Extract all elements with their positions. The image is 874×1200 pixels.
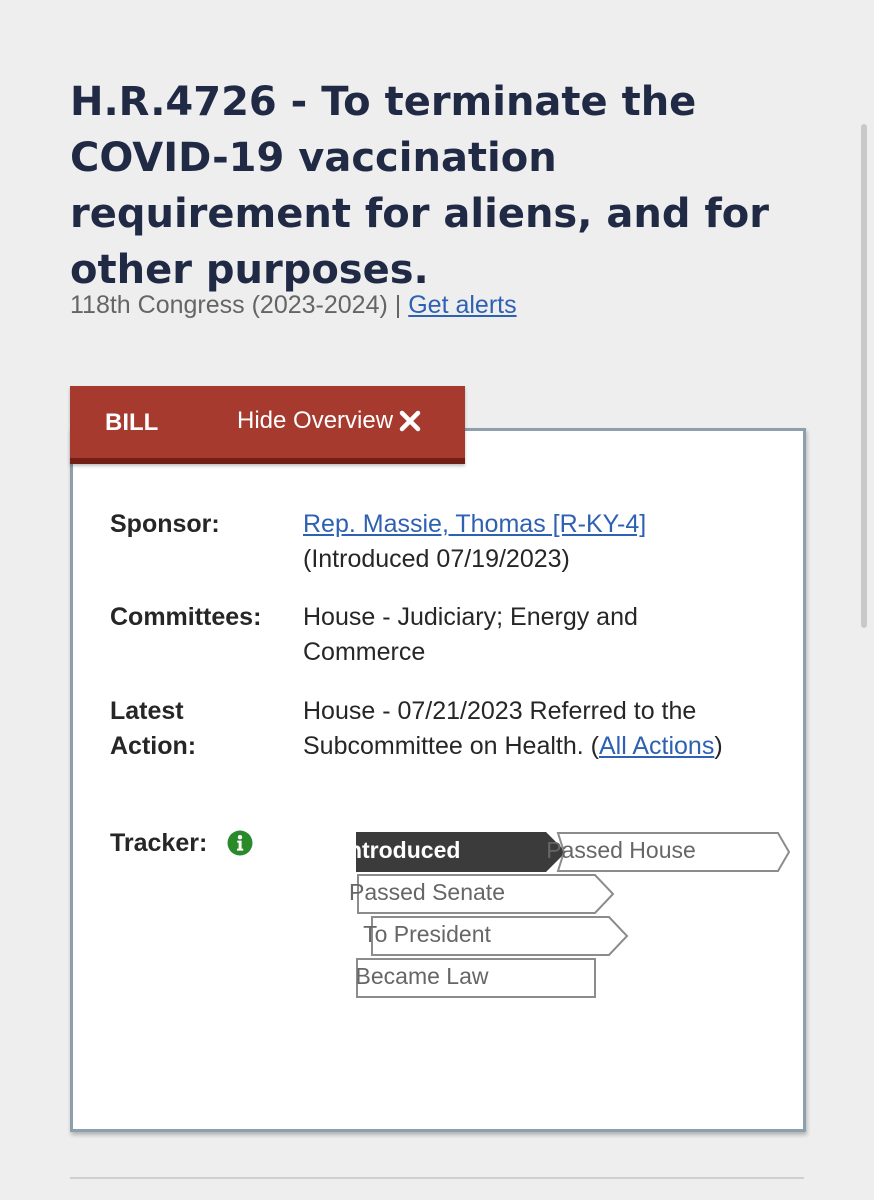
congress-label: 118th Congress (2023-2024) [70, 291, 388, 319]
tracker-step-introduced [302, 832, 514, 872]
tracker-step-label: To President [363, 921, 491, 947]
tracker-step-to-president [302, 916, 560, 956]
close-icon [399, 410, 421, 432]
tracker-step-became-law [302, 958, 542, 998]
sponsor-label: Sponsor: [110, 510, 220, 538]
overview-tab-bar [70, 386, 465, 464]
tab-bill[interactable]: BILL [105, 409, 159, 436]
bill-subtitle [70, 290, 517, 320]
get-alerts-link[interactable]: Get alerts [408, 291, 517, 319]
scrollbar-thumb[interactable] [861, 124, 867, 628]
sponsor-introduced: (Introduced 07/19/2023) [303, 545, 570, 573]
tracker-label: Tracker: [110, 829, 208, 857]
latest-action-label-line1: Latest [110, 697, 184, 725]
hide-overview-button[interactable] [237, 406, 421, 436]
latest-action-text: House - 07/21/2023 Referred to the Subcommittee on Health. [303, 697, 697, 760]
latest-action-value: House - 07/21/2023 Referred to the Subcommittee on Health. (All Actions) [303, 697, 723, 760]
sponsor-link[interactable]: Rep. Massie, Thomas [R-KY-4] [303, 510, 647, 538]
page-title: H.R.4726 - To terminate the COVID-19 vaccination requirement for aliens, and for other purposes. [70, 79, 769, 293]
committees-label: Committees: [110, 603, 262, 631]
tracker-step-label: Introduced [341, 837, 461, 863]
section-divider [70, 1177, 804, 1179]
latest-action-label [110, 694, 196, 764]
sponsor-value [303, 507, 743, 577]
tracker-step-label: Became Law [355, 963, 489, 989]
tracker-step-passed-senate [302, 874, 560, 914]
subtitle-separator: | [394, 291, 402, 319]
all-actions-link[interactable]: All Actions [598, 732, 715, 760]
latest-action-label-line2: Action: [110, 732, 197, 760]
tracker-step-label: Passed Senate [348, 879, 505, 905]
committees-value: House - Judiciary; Energy and Commerce [303, 603, 638, 666]
tracker-step-label: Passed House [546, 837, 696, 863]
hide-overview-label: Hide Overview [237, 407, 394, 434]
info-icon[interactable] [227, 830, 253, 856]
